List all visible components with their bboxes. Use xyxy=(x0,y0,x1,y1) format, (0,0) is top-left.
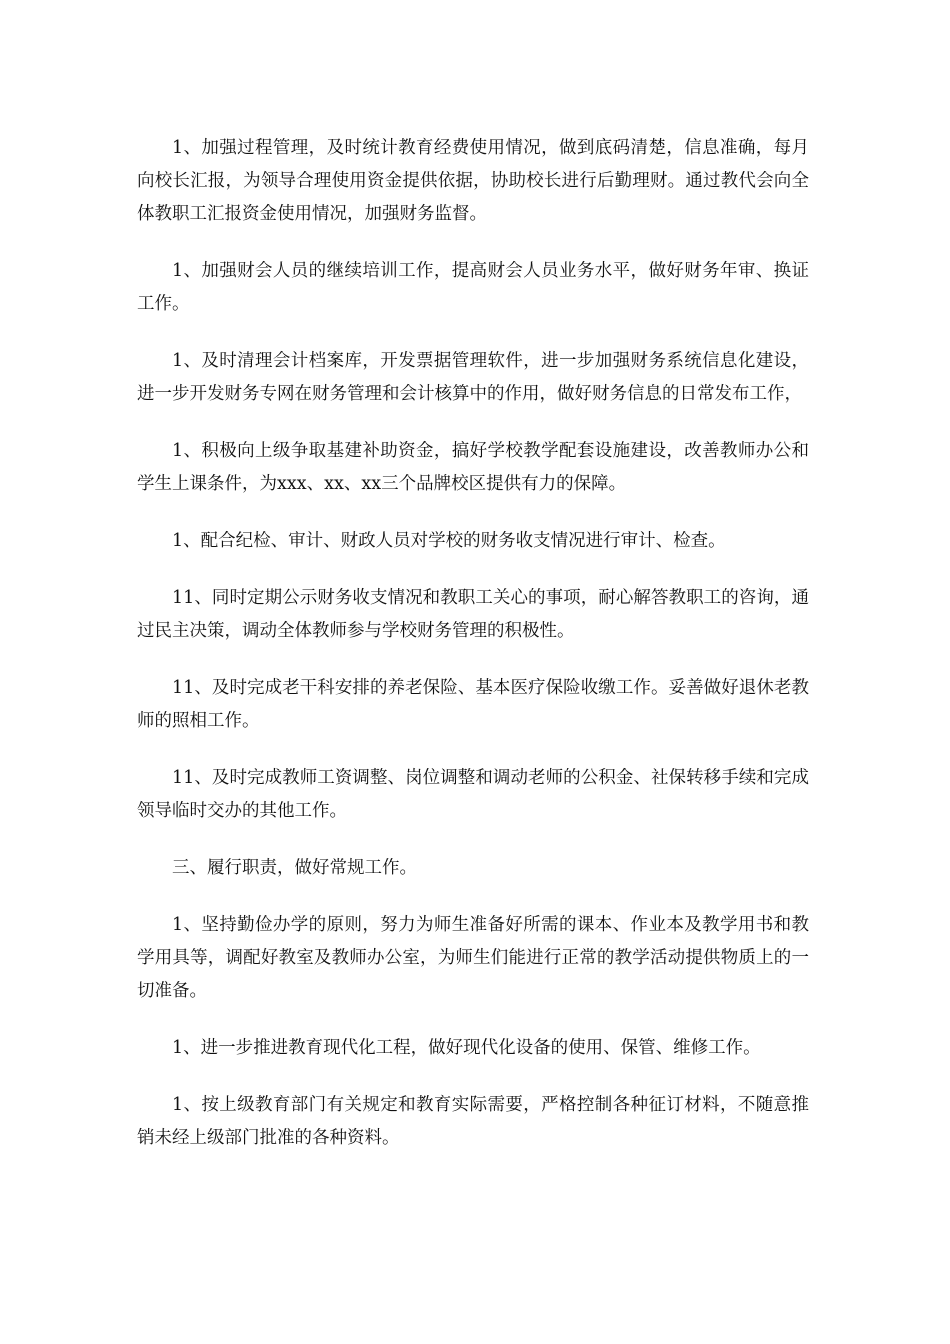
paragraph-5: 1、配合纪检、审计、财政人员对学校的财务收支情况进行审计、检查。 xyxy=(172,531,726,551)
paragraph-4: 1、积极向上级争取基建补助资金，搞好学校教学配套设施建设，改善教师办公和学生上课条件，为xxx、xx、xx三个品牌校区提供有力的保障。 xyxy=(137,441,809,494)
paragraph-11: 1、进一步推进教育现代化工程，做好现代化设备的使用、保管、维修工作。 xyxy=(172,1038,761,1058)
section-heading: 三、履行职责，做好常规工作。 xyxy=(172,858,417,878)
paragraph-2: 1、加强财会人员的继续培训工作，提高财会人员业务水平，做好财务年审、换证工作。 xyxy=(137,261,809,314)
paragraph-8: 11、及时完成教师工资调整、岗位调整和调动老师的公积金、社保转移手续和完成领导临时交办的其他工作。 xyxy=(137,768,809,821)
paragraph-10: 1、坚持勤俭办学的原则，努力为师生准备好所需的课本、作业本及教学用书和教学用具等，调配好教室及教师办公室，为师生们能进行正常的教学活动提供物质上的一切准备。 xyxy=(137,915,809,1001)
paragraph-1: 1、加强过程管理，及时统计教育经费使用情况，做到底码清楚，信息准确，每月向校长汇报，为领导合理使用资金提供依据，协助校长进行后勤理财。通过教代会向全体教职工汇报资金使用情况，加强财务监督。 xyxy=(137,138,809,224)
paragraph-7: 11、及时完成老干科安排的养老保险、基本医疗保险收缴工作。妥善做好退休老教师的照相工作。 xyxy=(137,678,809,731)
paragraph-3: 1、及时清理会计档案库，开发票据管理软件，进一步加强财务系统信息化建设，进一步开发财务专网在财务管理和会计核算中的作用，做好财务信息的日常发布工作， xyxy=(137,351,809,404)
paragraph-6: 11、同时定期公示财务收支情况和教职工关心的事项，耐心解答教职工的咨询，通过民主决策，调动全体教师参与学校财务管理的积极性。 xyxy=(137,588,809,641)
paragraph-12: 1、按上级教育部门有关规定和教育实际需要，严格控制各种征订材料，不随意推销未经上级部门批准的各种资料。 xyxy=(137,1095,809,1148)
document-page xyxy=(137,132,809,1179)
